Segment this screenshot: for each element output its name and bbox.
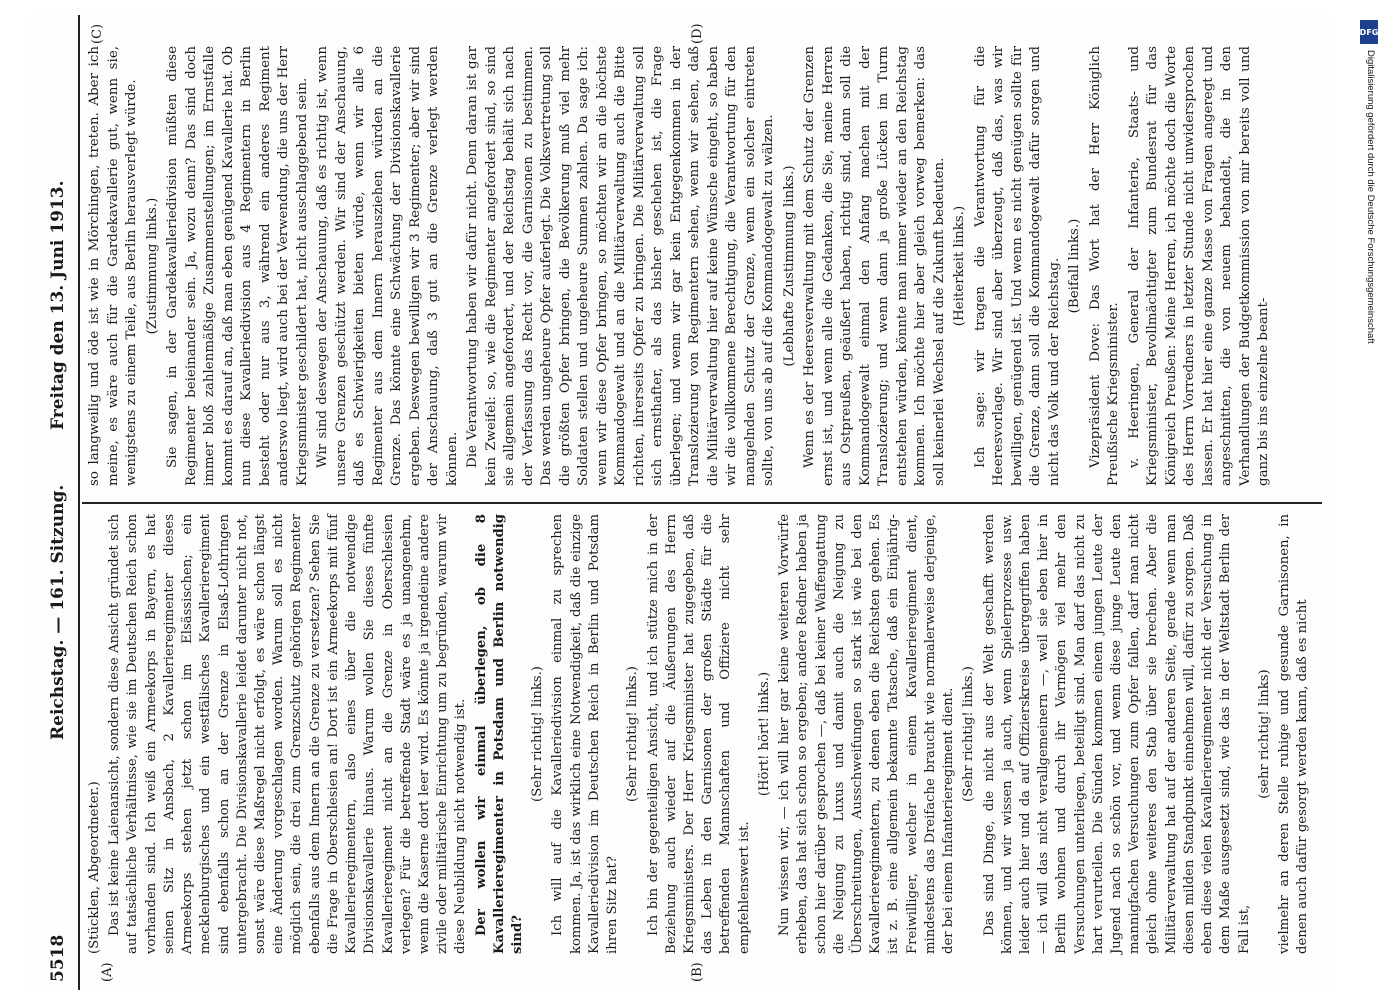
paragraph: Ich bin der gegenteiligen Ansicht, und ich stütze mich in der Beziehung auch wieder auf die Äußerungen des Herrn Kriegsministers. Der Herr Kriegsminister hat zugegeben, daß das Leben in den Garnisonen der großen Städte für die betreffenden Mannschaften und Offiziere nicht sehr empfehlenswert ist. xyxy=(645,514,752,954)
page-header xyxy=(42,15,80,990)
session-title: Reichstag. — 161. Sitzung. xyxy=(48,484,68,740)
session-date: Freitag den 13. Juni 1913. xyxy=(48,180,68,430)
margin-mark-b: (B) xyxy=(690,962,705,982)
page-number: 5518 xyxy=(48,934,68,982)
rotated-page xyxy=(30,15,1330,990)
paragraph: so langweilig und öde ist wie in Mörchingen, treten. Aber ich meine, es wäre auch für die Gardekavallerie gut, wenn sie, wenigstens zu einem Teile, aus Berlin herausverlegt würde. xyxy=(87,46,139,486)
paragraph: Wir sind deswegen der Anschauung, daß es richtig ist, wenn unsere Grenzen geschützt werden. Wir sind der Anschauung, daß es Schwierigkeiten bieten würde, wenn wir alle 6 Regimenter aus dem Innern herausziehen würden an die Grenze. Das könnte eine Schwächung der Divisionskavallerie ergeben. Deswegen bewilligen wir 3 Regimenter; aber wir sind der Anschauung, daß 3 gut an die Grenze verlegt werden können. xyxy=(315,46,460,486)
paragraph: Nun wissen wir, — ich will hier gar keine weiteren Vorwürfe erheben, das hat sich schon so ergeben; andere Redner haben ja schon hier darüber gesprochen —, daß bei keiner Waffengattung die Neigung zu Luxus und damit auch die Neigung zu Überschreitungen, Ausschweifungen so stark ist wie bei den Kavallerieregimentern, zu denen eben die Reichsten gehen. Es ist z. B. eine allgemein bekannte Tatsache, daß ein Einjährig-Freiwilliger, welcher in einem Kavallerieregiment dient, mindestens das Dreifache braucht wie normalerweise derjenige, der bei einem Infanterieregiment dient. xyxy=(777,514,957,954)
margin-mark-d: (D) xyxy=(690,23,705,44)
interjection: (Zustimmung links.) xyxy=(144,197,160,335)
paragraph: Ich will auf die Kavalleriedivision einmal zu sprechen kommen. Ja, ist das wirklich eine Notwendigkeit, daß die einzige Kavalleriedivision im Deutschen Reich in Berlin und Potsdam ihren Sitz hat? xyxy=(550,514,621,954)
dfg-logo: DFG xyxy=(1360,20,1378,44)
margin-mark-a: (A) xyxy=(100,962,115,982)
paragraph: vielmehr an deren Stelle ruhige und gesunde Garnisonen, in denen auch dafür gesorgt werden kann, daß es nicht xyxy=(1277,514,1311,954)
interjection: (Sehr richtig! links.) xyxy=(961,666,977,802)
paragraph: Wenn es der Heeresverwaltung mit dem Schutz der Grenzen ernst ist, und wenn alle die Gedanken, die Sie, meine Herren aus Ostpreußen, geäußert haben, richtig sind, dann soll die Kommandogewalt einmal den Anfang machen mit der Translozierung; und wenn dann ja große Lücken im Turm entstehen würden, könnte man immer wieder an den Reichstag kommen. Ich möchte hier aber gleich vorweg bemerken: das soll keinerlei Wechsel auf die Zukunft bedeuten. xyxy=(802,46,947,486)
interjection: (Beifall links.) xyxy=(1067,218,1082,314)
paragraph: Sie sagen, in der Gardekavalleriedivision müßten diese Regimenter beieinander sein. Ja, wozu denn? Das sind doch immer bloß zahlenmäßige Zusammenstellungen; im Ernstfalle kommt es darauf an, daß man eben genügend Kavallerie hat. Ob nun diese Kavalleriedivision aus 4 Regimentern in Berlin besteht oder nur aus 3, während ein anderes Regiment anderswo liegt, wird auch bei der Verwendung, die uns der Herr Kriegsminister geschildert hat, nicht ausschlaggebend sein. xyxy=(165,46,310,486)
interjection: (sehr richtig! links) xyxy=(1256,669,1272,799)
left-column xyxy=(86,514,1322,954)
paragraph: Die Verantwortung haben wir dafür nicht. Denn daran ist gar kein Zweifel: so, wie die Regimenter angefordert sind, so sind sie allgemein angefordert, und der Reichstag behält sich nach der Verfassung das Recht vor, die Garnisonen zu bestimmen. Das werden ungeheure Opfer auferlegt. Die Volksvertretung soll die größten Opfer bringen, die Bevölkerung muß viel mehr Soldaten stellen und ungeheure Summen zahlen. Da sage ich: wenn wir diese Opfer bringen, so möchten wir an die höchste Kommandogewalt und an die Militärverwaltung auch die Bitte richten, ihrerseits Opfer zu bringen. Die Militärverwaltung soll sich ernsthafter, als das bisher geschehen ist, die Frage überlegen; und wenn wir gar kein Entgegenkommen in der Translozierung von Regimentern sehen, wenn wir sehen, daß die Militärverwaltung hier auf keine Wünsche eingeht, so haben wir die vollkommene Berechtigung, die Verantwortung für den mangelnden Schutz der Grenze, wenn ein solcher eintreten sollte, von uns ab auf die Kommandogewalt zu wälzen. xyxy=(465,46,776,486)
paragraph: Vizepräsident Dove: Das Wort hat der Herr Königlich Preußische Kriegsminister. xyxy=(1087,46,1121,486)
interjection: (Heiterkeit links.) xyxy=(952,205,967,327)
paragraph: Ich sage: wir tragen die Verantwortung für die Heeresvorlage. Wir sind aber überzeugt, daß das, was wir bewilligen, genügend ist. Und wenn es nicht genügen sollte für die Grenze, dann soll die Kommandogewalt dafür sorgen und nicht das Volk und der Reichstag. xyxy=(972,46,1062,486)
right-column xyxy=(86,46,1322,486)
paragraph: Das ist keine Laienansicht, sondern diese Ansicht gründet sich auf tatsächliche Verhältnisse, wie sie im Deutschen Reich schon vorhanden sind. Ich weiß ein Armeekorps in Bayern, es hat seinen Sitz in Ansbach, 2 Kavallerieregimenter dieses Armeekorps stehen jetzt schon im Elsässischen; ein mecklenburgisches und ein westfälisches Kavallerieregiment sind ebenfalls schon an der Grenze in Elsaß-Lothringen untergebracht. Die Divisionskavallerie leidet darunter nicht not, sonst wäre diese Maßregel nicht erfolgt, es wäre schon längst eine Änderung vorgeschlagen worden. Warum soll es nicht möglich sein, die drei zum Grenzschutz gehörigen Regimenter ebenfalls aus dem Innern an die Grenze zu versetzen? Sehen Sie die Frage in Oberschlesien an! Dort ist ein Armeekorps mit fünf Kavallerieregimentern, also eines über die notwendige Divisionskavallerie hinaus. Warum wollen Sie dieses fünfte Kavallerieregiment nicht an die Grenze in Oberschlesien verlegen? Für die betreffende Stadt wäre es ja unangenehm, wenn die Kaserne dort leer wird. Es könnte ja irgendeine andere zivile oder militärische Einrichtung um zu begründen, warum wir diese Neubildung nicht notwendig ist. xyxy=(107,514,469,954)
interjection: (Lebhafte Zustimmung links.) xyxy=(781,165,797,367)
dfg-stamp xyxy=(1358,20,1380,980)
interjection: (Sehr richtig! links.) xyxy=(530,666,546,802)
interjection: (Sehr richtig! links.) xyxy=(625,666,641,802)
margin-mark-c: (C) xyxy=(90,23,105,44)
interjection: (Hört! hört! links.) xyxy=(756,671,772,797)
dfg-credit-text: Digitalisierung gefördert durch die Deutsche Forschungsgemeinschaft xyxy=(1365,50,1376,344)
paragraph: (Stücklen, Abgeordneter.) xyxy=(87,781,102,954)
paragraph: Das sind Dinge, die nicht aus der Welt geschafft werden können, und wir wissen ja auch, wenn Spielerprozesse usw. leider auch hier und da auf Offizierskreise übergegriffen haben — ich will das nicht verallgemeinern —, weil sie eben hier in Berlin wohnen und durch ihr Vermögen viel mehr den Versuchungen unterliegen, beteiligt sind. Man darf das nicht zu hart verurteilen. Die Sünden kommen einem jungen Leute der Jugend nach so schön vor, und wenn diese junge Leute den mannigfachen Versuchungen zum Opfer fallen, darf man nicht gleich ohne weiteres den Stab über sie brechen. Aber die Militärverwaltung hat auf der anderen Seite, gerade wenn man diesen milden Standpunkt einnehmen will, dafür zu sorgen. Daß eben diese vielen Kavallerieregimenter nicht der Versuchung in dem Maße ausgesetzt sind, wie das in der Weltstadt Berlin der Fall ist, xyxy=(981,514,1252,954)
paragraph: Der wollen wir einmal überlegen, ob die 8 Kavallerieregimenter in Potsdam und Berlin notwendig sind? xyxy=(473,514,526,954)
paragraph: v. Heeringen, General der Infanterie, Staats- und Kriegsminister, Bevollmächtigter zum Bundesrat für das Königreich Preußen: Meine Herren, ich möchte doch die Worte des Herrn Vorredners in letzter Stunde nicht unwidersprochen lassen. Er hat hier eine ganze Masse von Fragen angeregt und angeschnitten, die von neuem behandelt, die in den Verhandlungen der Budgetkommission von mir bereits voll und ganz bis ins einzelne beant- xyxy=(1126,46,1271,486)
column-divider xyxy=(82,503,1322,505)
